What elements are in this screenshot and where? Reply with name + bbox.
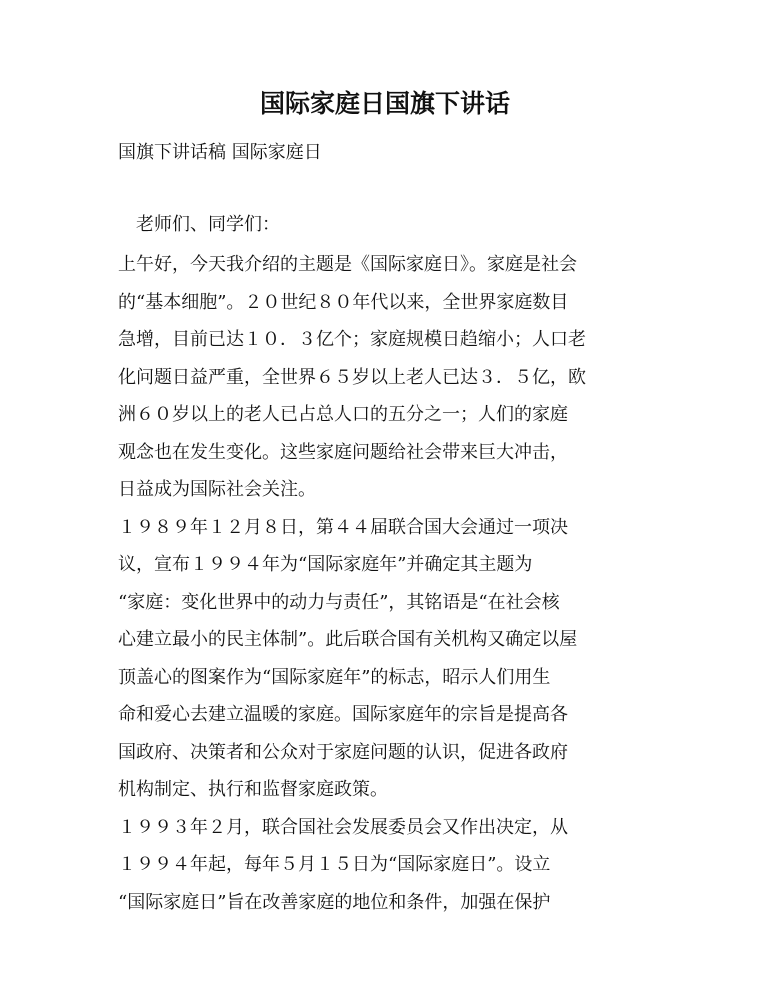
salutation: 老师们、同学们： (136, 214, 280, 235)
paragraph-line: 国政府、决策者和公众对于家庭问题的认识，促进各政府 (118, 741, 568, 763)
paragraph-line: 机构制定、执行和监督家庭政策。 (118, 779, 388, 800)
paragraph-line: 心建立最小的民主体制”。此后联合国有关机构又确定以屋 (118, 629, 578, 650)
paragraph-line: 议，宣布１９９４年为“国际家庭年”并确定其主题为 (118, 554, 533, 575)
paragraph-line: 顶盖心的图案作为“国际家庭年”的标志，昭示人们用生 (118, 666, 551, 688)
paragraph-line: １９９３年２月，联合国社会发展委员会又作出决定，从 (118, 816, 568, 838)
paragraph-line: 洲６０岁以上的老人已占总人口的五分之一；人们的家庭 (118, 404, 568, 425)
paragraph-line: １９９４年起，每年５月１５日为“国际家庭日”。设立 (118, 854, 551, 875)
paragraph (118, 509, 658, 809)
paragraph-line: 观念也在发生变化。这些家庭问题给社会带来巨大冲击， (118, 441, 568, 463)
paragraph-line: 化问题日益严重，全世界６５岁以上老人已达３．５亿，欧 (118, 366, 586, 388)
paragraph-line: 日益成为国际社会关注。 (118, 479, 316, 500)
paragraph (118, 246, 658, 509)
document-subtitle: 国旗下讲话稿 国际家庭日 (118, 142, 322, 163)
paragraph-line: 上午好，今天我介绍的主题是《国际家庭日》。家庭是社会 (118, 254, 577, 275)
paragraph (118, 809, 658, 922)
paragraph-line: 急增，目前已达１０．３亿个；家庭规模日趋缩小；人口老 (118, 329, 586, 350)
paragraph-line: １９８９年１２月８日，第４４届联合国大会通过一项决 (118, 516, 568, 538)
paragraph-line: “国际家庭日”旨在改善家庭的地位和条件，加强在保护 (118, 891, 551, 913)
paragraph-line: 命和爱心去建立温暖的家庭。国际家庭年的宗旨是提高各 (118, 704, 568, 725)
body-text (118, 246, 658, 921)
document-title: 国际家庭日国旗下讲话 (259, 89, 510, 118)
paragraph-line: 的“基本细胞”。２０世纪８０年代以来，全世界家庭数目 (118, 291, 569, 313)
paragraph-line: “家庭：变化世界中的动力与责任”，其铭语是“在社会核 (118, 591, 560, 613)
